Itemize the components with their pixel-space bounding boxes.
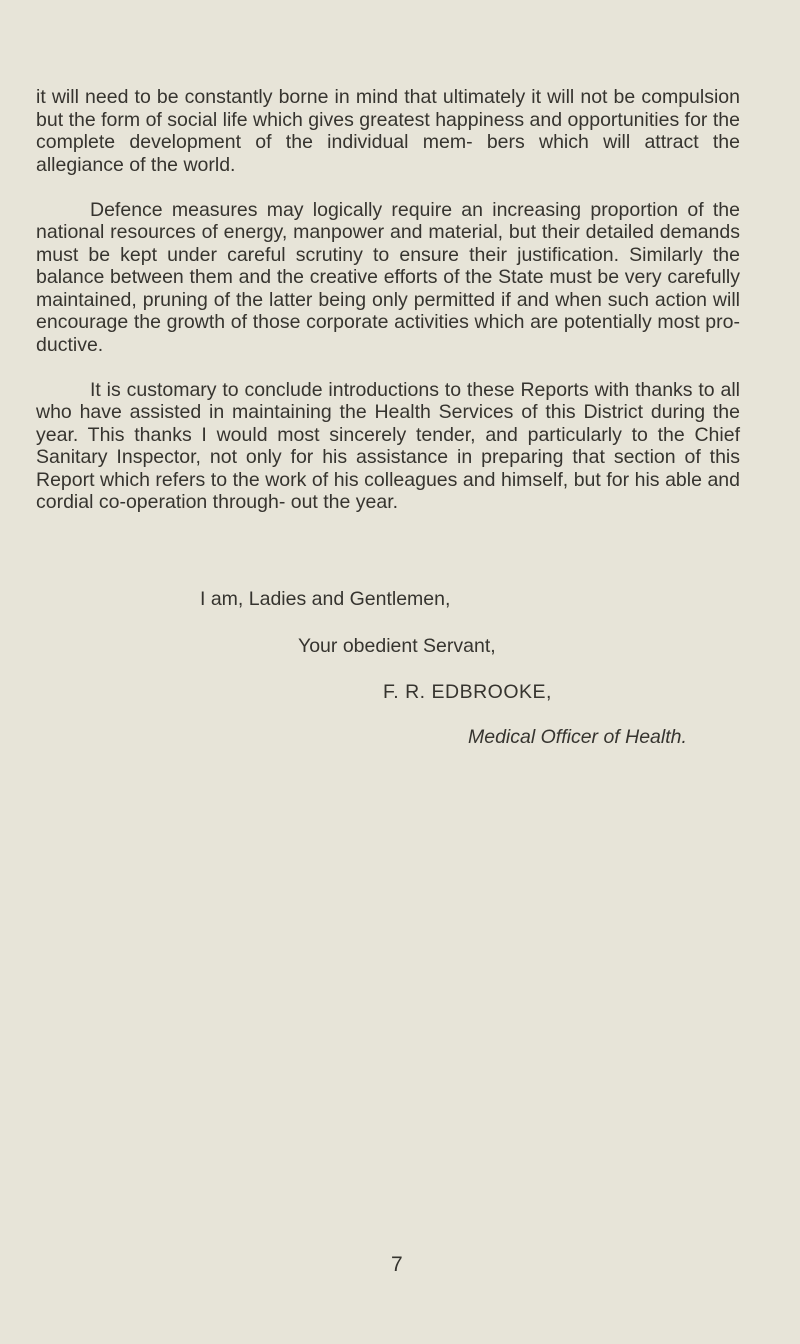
signatory-name: F. R. EDBROOKE,: [383, 681, 552, 703]
paragraph-defence-measures: Defence measures may logically require an increasing proportion of the national resources of energy, manpower and material, but their detailed demands must be kept under careful scrutiny to ensure their justification. Similarly the balance between them and the creative efforts of the State must be very carefully maintained, pruning of the latter being only permitted if and when such action will encourage the growth of those corporate activities which are potentially most pro- ductive.: [36, 198, 740, 356]
page-number: 7: [391, 1253, 403, 1276]
paragraph-thanks: It is customary to conclude introductions to these Reports with thanks to all who have assisted in maintaining the Health Services of this District during the year. This thanks I would most sincerely tender, and particularly to the Chief Sanitary Inspector, not only for his assistance in preparing that section of this Report which refers to the work of his colleagues and himself, but for his able and cordial co-operation through- out the year.: [36, 378, 740, 513]
body-text: [36, 86, 740, 514]
signatory-title: Medical Officer of Health.: [468, 726, 687, 748]
closing-salutation: I am, Ladies and Gentlemen,: [200, 588, 451, 610]
closing-valediction: Your obedient Servant,: [298, 635, 496, 657]
paragraph-continuation: it will need to be constantly borne in mind that ultimately it will not be compulsion but the form of social life which gives greatest happiness and opportunities for the complete development of the individual mem- bers which will attract the allegiance of the world.: [36, 86, 740, 176]
